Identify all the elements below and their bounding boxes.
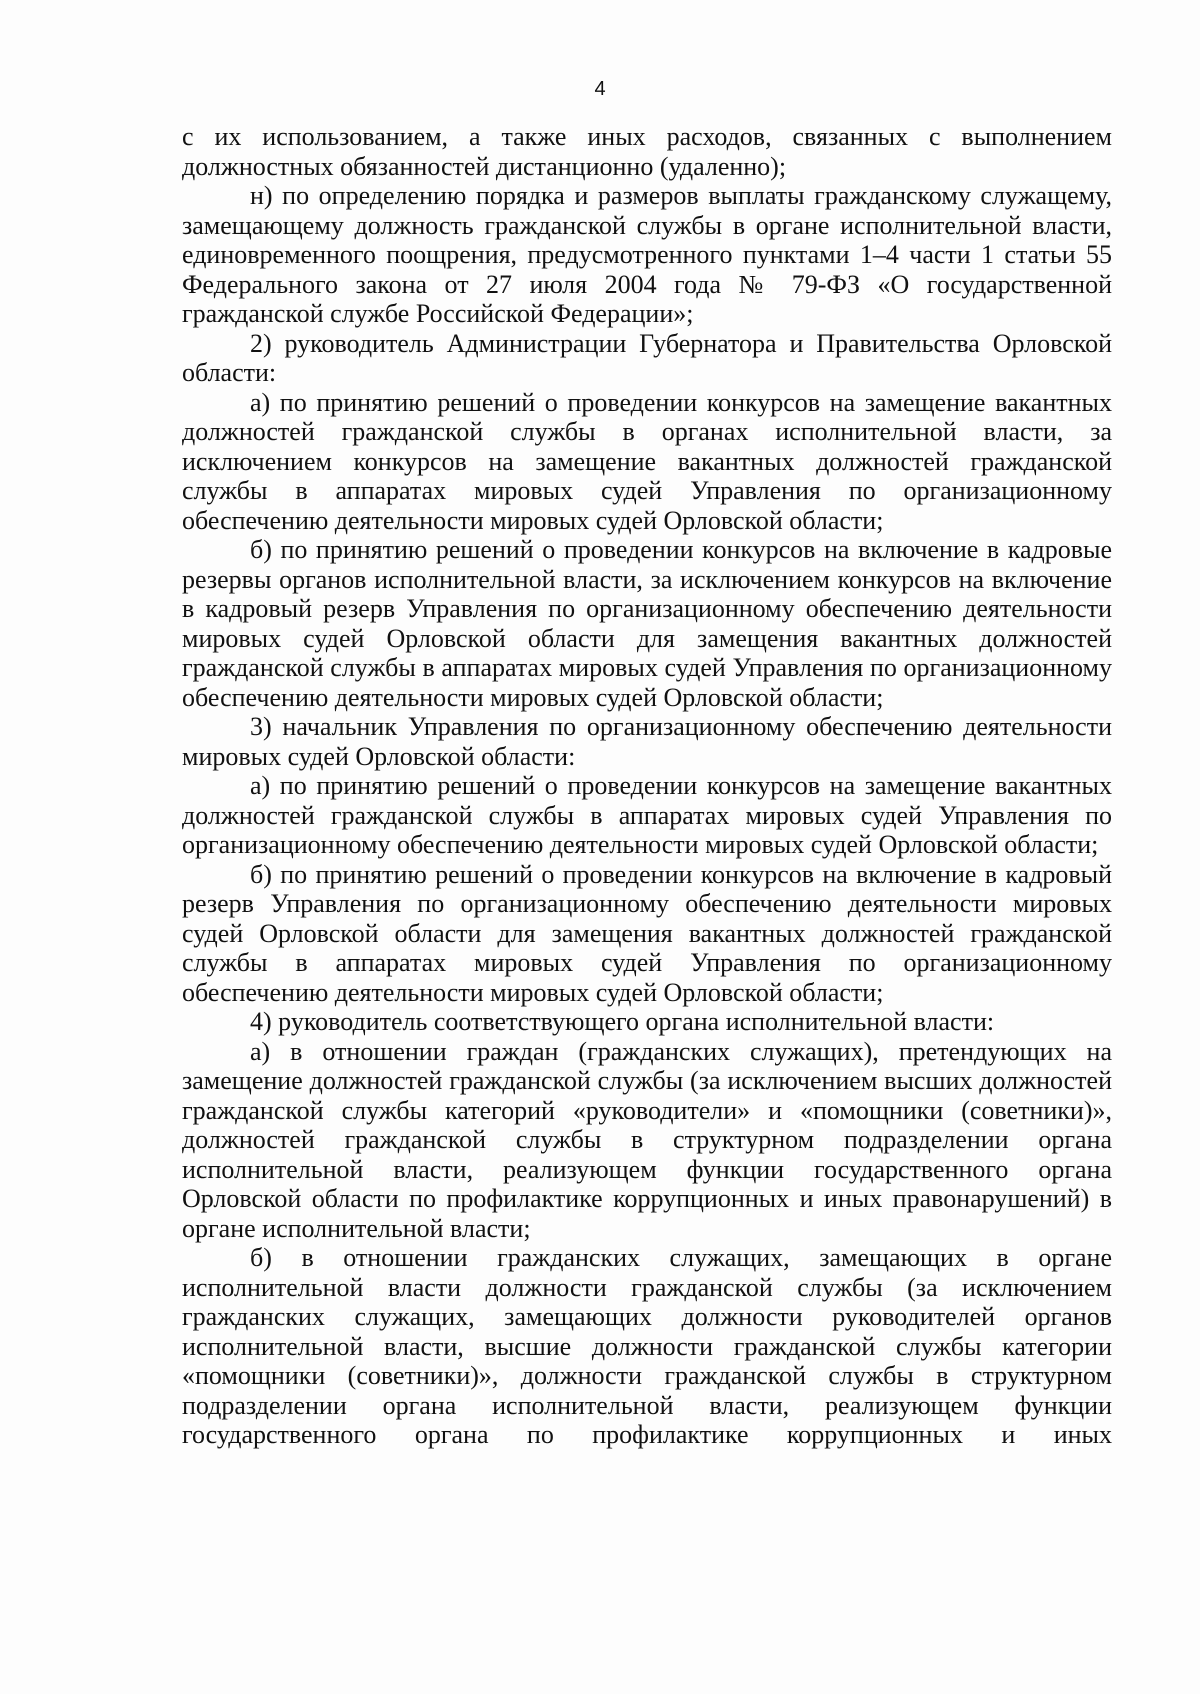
- paragraph: 2) руководитель Администрации Губернатора и Правительства Орловской области:: [182, 328, 1112, 387]
- document-body: [182, 122, 1112, 1450]
- paragraph: б) по принятию решений о проведении конкурсов на включение в кадровый резерв Управления по организационному обеспечению деятельности мировых судей Орловской области для замещения вакантных должностей гражданской службы в аппаратах мировых судей Управления по организационному обеспечению деятельности мировых судей Орловской области;: [182, 859, 1112, 1007]
- paragraph: 4) руководитель соответствующего органа исполнительной власти:: [250, 1007, 995, 1036]
- paragraph: б) по принятию решений о проведении конкурсов на включение в кадровые резервы органов исполнительной власти, за исключением конкурсов на включение в кадровый резерв Управления по организационному обеспечению деятельности мировых судей Орловской области для замещения вакантных должностей гражданской службы в аппаратах мировых судей Управления по организационному обеспечению деятельности мировых судей Орловской области;: [182, 535, 1112, 712]
- page-number: 4: [594, 78, 606, 100]
- paragraph: б) в отношении гражданских служащих, замещающих в органе исполнительной власти должности гражданской службы (за исключением гражданских служащих, замещающих должности руководителей органов исполнительной власти, высшие должности гражданской службы категории «помощники (советники)», должности гражданской службы в структурном подразделении органа исполнительной власти, реализующем функции государственного органа по профилактике коррупционных и иных: [182, 1243, 1112, 1449]
- paragraph: н) по определению порядка и размеров выплаты гражданскому служащему, замещающему должность гражданской службы в органе исполнительной власти, единовременного поощрения, предусмотренного пунктами 1–4 части 1 статьи 55 Федерального закона от 27 июля 2004 года № 79-ФЗ «О государственной гражданской службе Российской Федерации»;: [182, 181, 1112, 328]
- paragraph: а) по принятию решений о проведении конкурсов на замещение вакантных должностей гражданской службы в аппаратах мировых судей Управления по организационному обеспечению деятельности мировых судей Орловской области;: [182, 771, 1112, 859]
- paragraph: 3) начальник Управления по организационному обеспечению деятельности мировых судей Орловской области:: [182, 712, 1112, 771]
- paragraph: с их использованием, а также иных расходов, связанных с выполнением должностных обязанностей дистанционно (удаленно);: [182, 122, 1112, 181]
- paragraph: а) в отношении граждан (гражданских служащих), претендующих на замещение должностей гражданской службы (за исключением высших должностей гражданской службы категорий «руководители» и «помощники (советники)», должностей гражданской службы в структурном подразделении органа исполнительной власти, реализующем функции государственного органа Орловской области по профилактике коррупционных и иных правонарушений) в органе исполнительной власти;: [182, 1036, 1112, 1243]
- paragraph: а) по принятию решений о проведении конкурсов на замещение вакантных должностей гражданской службы в органах исполнительной власти, за исключением конкурсов на замещение вакантных должностей гражданской службы в аппаратах мировых судей Управления по организационному обеспечению деятельности мировых судей Орловской области;: [182, 387, 1112, 535]
